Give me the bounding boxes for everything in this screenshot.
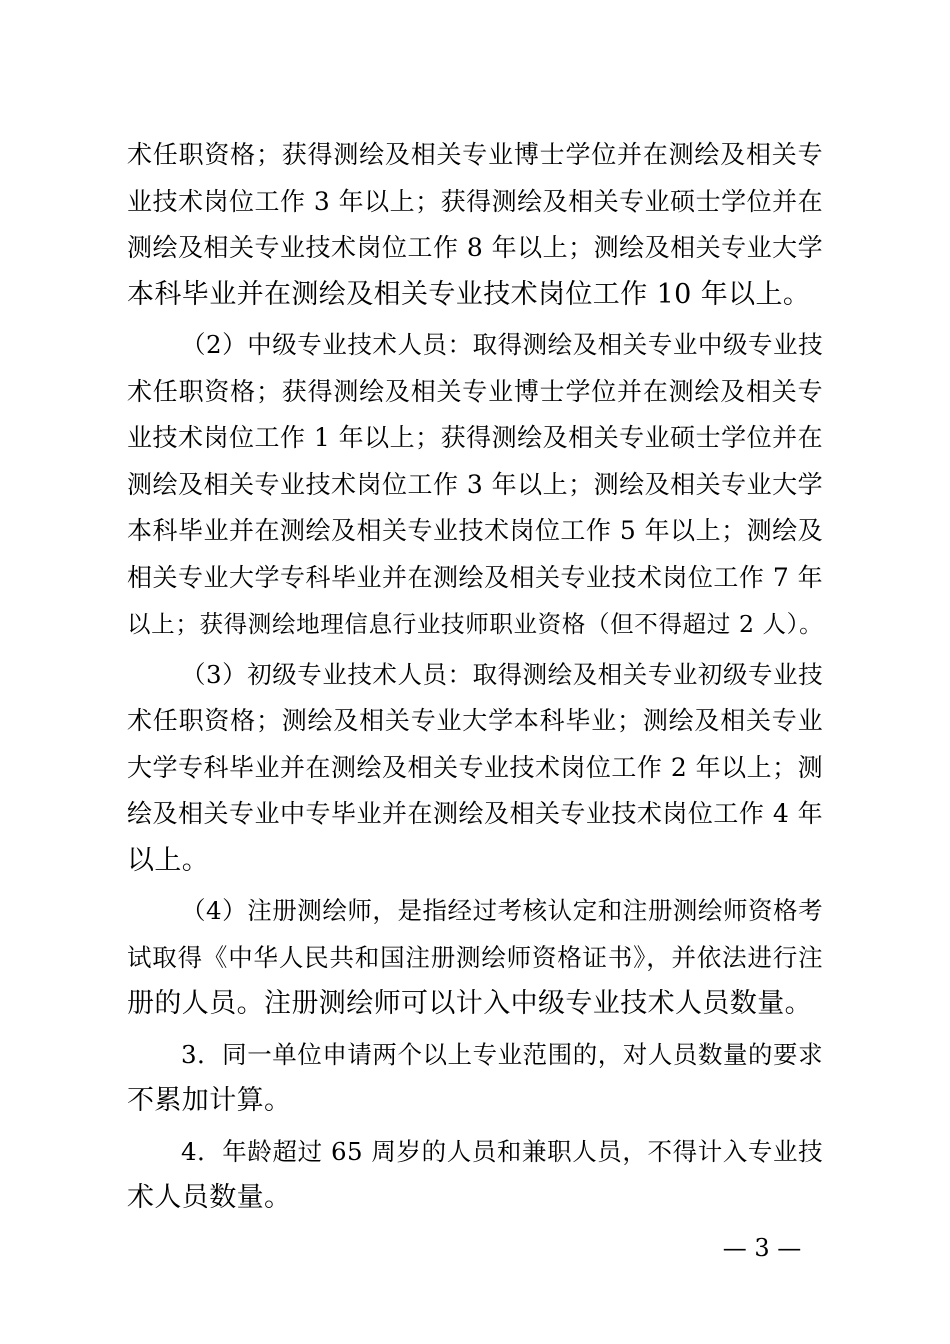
text-line: 测绘及相关专业技术岗位工作 8 年以上；测绘及相关专业大学: [127, 233, 823, 262]
text-line: 以上。: [127, 844, 210, 876]
paragraph: [127, 888, 823, 1028]
text-line: 册的人员。注册测绘师可以计入中级专业技术人员数量。: [127, 988, 812, 1019]
text-line: 业技术岗位工作 3 年以上；获得测绘及相关专业硕士学位并在: [127, 186, 823, 216]
text-line: （2）中级专业技术人员：取得测绘及相关专业中级专业技: [181, 330, 823, 359]
paragraph: [127, 652, 823, 885]
text-line: 本科毕业并在测绘及相关专业技术岗位工作 5 年以上；测绘及: [127, 516, 823, 545]
document-body: [127, 132, 823, 1222]
text-line: 大学专科毕业并在测绘及相关专业技术岗位工作 2 年以上；测: [127, 752, 823, 782]
paragraph: [127, 1032, 823, 1125]
text-line: 测绘及相关专业技术岗位工作 3 年以上；测绘及相关专业大学: [127, 469, 823, 499]
text-line: 相关专业大学专科毕业并在测绘及相关专业技术岗位工作 7 年: [127, 562, 823, 592]
page-number: — 3 —: [722, 1234, 802, 1262]
text-line: 不累加计算。: [127, 1085, 292, 1116]
text-line: 试取得《中华人民共和国注册测绘师资格证书》，并依法进行注: [127, 942, 823, 972]
text-line: 术任职资格；获得测绘及相关专业博士学位并在测绘及相关专: [127, 376, 823, 406]
text-line: 术人员数量。: [127, 1182, 292, 1213]
text-line: （4）注册测绘师，是指经过考核认定和注册测绘师资格考: [181, 896, 823, 925]
text-line: 绘及相关专业中专毕业并在测绘及相关专业技术岗位工作 4 年: [127, 799, 823, 828]
text-line: 术任职资格；获得测绘及相关专业博士学位并在测绘及相关专: [127, 140, 823, 169]
text-line: 本科毕业并在测绘及相关专业技术岗位工作 10 年以上。: [127, 278, 811, 310]
text-line: 业技术岗位工作 1 年以上；获得测绘及相关专业硕士学位并在: [127, 423, 823, 452]
text-line: 术任职资格；测绘及相关专业大学本科毕业；测绘及相关专业: [127, 706, 823, 735]
text-line: 以上；获得测绘地理信息行业技师职业资格（但不得超过 2 人）。: [127, 610, 823, 638]
text-line: 3．同一单位申请两个以上专业范围的，对人员数量的要求: [181, 1039, 823, 1069]
paragraph: [127, 132, 823, 318]
text-line: （3）初级专业技术人员：取得测绘及相关专业初级专业技: [181, 659, 823, 689]
paragraph: [127, 1129, 823, 1222]
paragraph: [127, 322, 823, 648]
text-line: 4．年龄超过 65 周岁的人员和兼职人员，不得计入专业技: [181, 1136, 823, 1166]
